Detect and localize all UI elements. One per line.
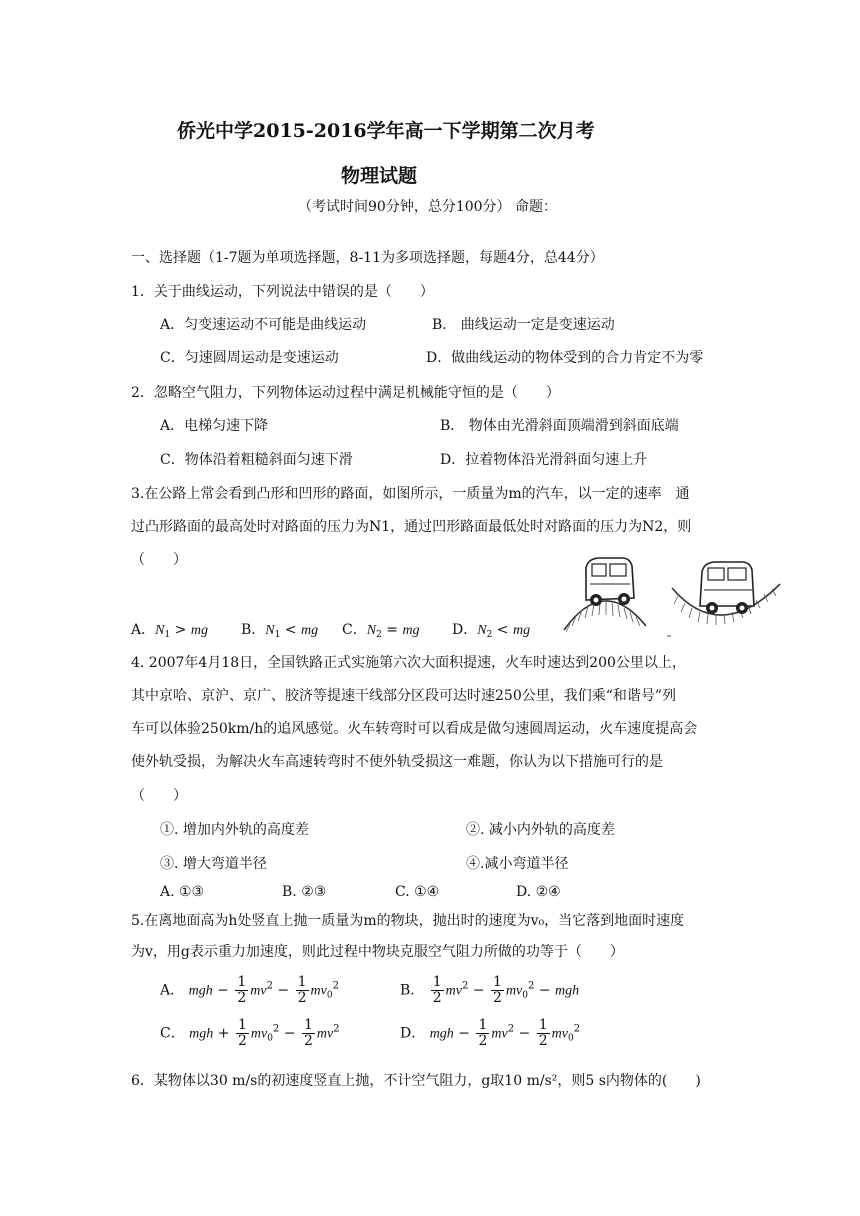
- convex-road: [564, 601, 646, 632]
- q5-c-half-2-den: 2: [303, 1033, 313, 1049]
- q5-line-1: 5.在离地面高为h处竖直上抛一质量为m的物块，抛出时的速度为v₀，当它落到地面时速度: [131, 913, 685, 929]
- q5-b-mv: mv: [445, 983, 462, 999]
- q5-a-mv0: mv: [310, 983, 327, 999]
- q1-option-b: B． 曲线运动一定是变速运动: [432, 317, 615, 333]
- q5-c-plus: +: [217, 1025, 230, 1042]
- q5-b-half-1-den: 2: [432, 990, 442, 1006]
- q1-option-c: C．匀速圆周运动是变速运动: [160, 350, 339, 366]
- q5-a-mgh: mgh: [188, 983, 213, 999]
- q3-option-b-var: N: [265, 623, 275, 638]
- q5-b-minus-1: −: [472, 982, 485, 999]
- q3-line-1: 3.在公路上常会看到凸形和凹形的路面，如图所示，一质量为m的汽车，以一定的速率 通: [131, 486, 690, 502]
- q5-c-half-1-num: 1: [237, 1017, 247, 1033]
- exam-title: 侨光中学2015-2016学年高一下学期第二次月考: [177, 120, 595, 142]
- q5-option-d-label: D．: [400, 1025, 426, 1042]
- q4-option-b: B. ②③: [282, 884, 327, 900]
- q5-a-half-2-den: 2: [297, 990, 307, 1006]
- q5-d-half-1-num: 1: [478, 1017, 488, 1033]
- q5-c-mv0-exp: 2: [272, 1023, 280, 1035]
- q3-line-3: （ ）: [131, 552, 187, 568]
- q5-b-half-1: [431, 975, 444, 1006]
- q5-a-mv-exp: 2: [266, 980, 273, 992]
- q5-d-half-1: [476, 1018, 489, 1049]
- q3-option-a: [131, 620, 208, 645]
- q3-option-c-rel: =: [381, 622, 403, 638]
- q5-b-minus-2: −: [538, 982, 551, 999]
- q4-option-d: D. ②④: [516, 884, 561, 900]
- q5-a-half-2: [296, 975, 309, 1006]
- q5-a-mv0-exp: 2: [332, 980, 339, 992]
- q3-option-c-sub: 2: [376, 630, 382, 640]
- q5-b-half-1-num: 1: [432, 974, 442, 990]
- q4-measure-3: ③. 增大弯道半径: [160, 856, 267, 872]
- q3-option-c-label: C．: [342, 622, 367, 638]
- exam-subject: 物理试题: [341, 165, 418, 187]
- q5-d-half-2-den: 2: [538, 1033, 548, 1049]
- q5-c-mv0-sub: 0: [267, 1033, 273, 1044]
- q2-option-a: A．电梯匀速下降: [160, 418, 269, 434]
- q4-option-c: C. ①④: [395, 884, 440, 900]
- q3-option-d-rhs: mg: [512, 623, 531, 638]
- q5-d-mgh: mgh: [429, 1026, 454, 1042]
- q4-option-a: A. ①③: [160, 884, 205, 900]
- q5-d-mv0-exp: 2: [573, 1023, 581, 1035]
- car-on-convex-road: [586, 558, 634, 606]
- q1-option-d: D．做曲线运动的物体受到的合力肯定不为零: [426, 350, 704, 366]
- q3-option-a-var: N: [155, 623, 165, 638]
- q3-option-a-rel: >: [170, 622, 191, 638]
- q5-c-mv0: mv: [250, 1026, 268, 1042]
- q5-b-mv0-sub: 0: [522, 990, 528, 1001]
- q5-d-mv0: mv: [551, 1026, 568, 1042]
- q5-option-a-label: A．: [160, 982, 185, 999]
- q3-option-c-var: N: [366, 623, 377, 638]
- q5-b-half-2: [491, 975, 504, 1006]
- q3-option-a-sub: 1: [164, 630, 171, 640]
- q3-option-b: [241, 620, 318, 645]
- q5-d-mv: mv: [491, 1026, 508, 1042]
- q3-option-c: [342, 620, 420, 645]
- q5-a-mv: mv: [250, 983, 267, 999]
- q5-option-c-label: C．: [160, 1025, 185, 1042]
- q5-line-2: 为v，用g表示重力加速度，则此过程中物块克服空气阻力所做的功等于（ ）: [131, 944, 624, 960]
- q5-b-mv0-exp: 2: [528, 980, 535, 992]
- q5-b-mv-exp: 2: [462, 980, 469, 992]
- q5-a-half-2-num: 1: [297, 974, 307, 990]
- q3-option-c-rhs: mg: [402, 623, 420, 638]
- q5-c-mv-exp: 2: [333, 1023, 340, 1035]
- q5-option-a: [160, 975, 339, 1006]
- q5-c-minus: −: [283, 1025, 296, 1042]
- road-figure-svg: [560, 544, 784, 644]
- q4-line-2: 其中京哈、京沪、京广、胶济等提速干线部分区段可达时速250公里，我们乘“和谐号”列: [131, 688, 677, 704]
- q4-line-5: （ ）: [131, 788, 187, 804]
- q3-option-b-label: B．: [241, 622, 266, 638]
- q1-option-a: A．匀变速运动不可能是曲线运动: [160, 317, 367, 333]
- q2-stem: 2．忽略空气阻力，下列物体运动过程中满足机械能守恒的是（ ）: [131, 385, 560, 401]
- section-heading: 一、选择题（1-7题为单项选择题，8-11为多项选择题，每题4分，总44分）: [131, 250, 604, 266]
- q6-stem: 6．某物体以30 m/s的初速度竖直上抛，不计空气阻力，g取10 m/s²，则5 s内物体的( ): [131, 1073, 701, 1089]
- q5-a-half-1: [235, 975, 248, 1006]
- q3-option-b-rel: <: [280, 622, 302, 638]
- q5-a-mv0-sub: 0: [326, 990, 333, 1001]
- q5-a-half-1-num: 1: [237, 974, 247, 990]
- exam-info: （考试时间90分钟，总分100分） 命题：: [298, 199, 557, 215]
- q3-option-a-label: A．: [131, 622, 156, 638]
- q4-line-4: 使外轨受损，为解决火车高速转弯时不使外轨受损这一难题，你认为以下措施可行的是: [131, 754, 663, 770]
- q5-d-minus-1: −: [458, 1025, 470, 1042]
- q5-d-half-2-num: 1: [538, 1017, 548, 1033]
- q5-option-b: [400, 975, 579, 1006]
- car-on-concave-road: [700, 562, 754, 614]
- q4-line-1: 4. 2007年4月18日，全国铁路正式实施第六次大面积提速，火车时速达到200公里以上，: [131, 655, 686, 671]
- q5-d-mv0-sub: 0: [567, 1033, 574, 1044]
- q3-option-d-label: D．: [452, 622, 478, 638]
- q5-b-half-2-num: 1: [493, 974, 502, 990]
- q5-b-half-2-den: 2: [493, 990, 502, 1006]
- q5-a-half-1-den: 2: [237, 990, 247, 1006]
- q2-option-c: C．物体沿着粗糙斜面匀速下滑: [160, 452, 353, 468]
- q5-a-minus-1: −: [217, 982, 229, 999]
- q5-c-mv: mv: [316, 1026, 334, 1042]
- q5-c-half-1: [236, 1018, 249, 1049]
- q3-option-a-rhs: mg: [190, 623, 208, 638]
- q4-measure-1: ①. 增加内外轨的高度差: [160, 822, 309, 838]
- q5-d-minus-2: −: [518, 1025, 531, 1042]
- q5-c-half-1-den: 2: [237, 1033, 247, 1049]
- q5-d-mv-exp: 2: [507, 1023, 515, 1035]
- q4-line-3: 车可以体验250km/h的追风感觉。火车转弯时可以看成是做匀速圆周运动，火车速度提高会: [131, 721, 698, 737]
- q5-c-mgh: mgh: [189, 1026, 214, 1042]
- q3-option-d-var: N: [477, 623, 487, 638]
- q5-option-c: [160, 1018, 340, 1049]
- q4-measure-4: ④.减小弯道半径: [466, 856, 569, 872]
- q5-d-half-1-den: 2: [478, 1033, 488, 1049]
- road-figure: [560, 544, 784, 644]
- q3-option-b-sub: 1: [274, 630, 281, 640]
- q5-option-b-label: B．: [400, 982, 425, 999]
- q3-line-2: 过凸形路面的最高处时对路面的压力为N1，通过凹形路面最低处时对路面的压力为N2，则: [131, 519, 692, 535]
- q5-c-half-2-num: 1: [303, 1017, 313, 1033]
- q3-option-d-rel: <: [492, 622, 513, 638]
- q5-b-mgh: mgh: [555, 983, 580, 999]
- q2-option-b: B． 物体由光滑斜面顶端滑到斜面底端: [440, 418, 679, 434]
- q3-option-b-rhs: mg: [301, 623, 319, 638]
- q1-stem: 1．关于曲线运动，下列说法中错误的是（ ）: [131, 284, 434, 300]
- q5-c-half-2: [302, 1018, 315, 1049]
- q3-option-d: [452, 620, 530, 645]
- q2-option-d: D．拉着物体沿光滑斜面匀速上升: [440, 452, 648, 468]
- q4-measure-2: ②. 减小内外轨的高度差: [466, 822, 615, 838]
- q5-b-mv0: mv: [505, 983, 523, 999]
- q3-option-d-sub: 2: [486, 630, 493, 640]
- q5-option-d: [400, 1018, 580, 1049]
- q5-a-minus-2: −: [277, 982, 290, 999]
- q5-d-half-2: [537, 1018, 550, 1049]
